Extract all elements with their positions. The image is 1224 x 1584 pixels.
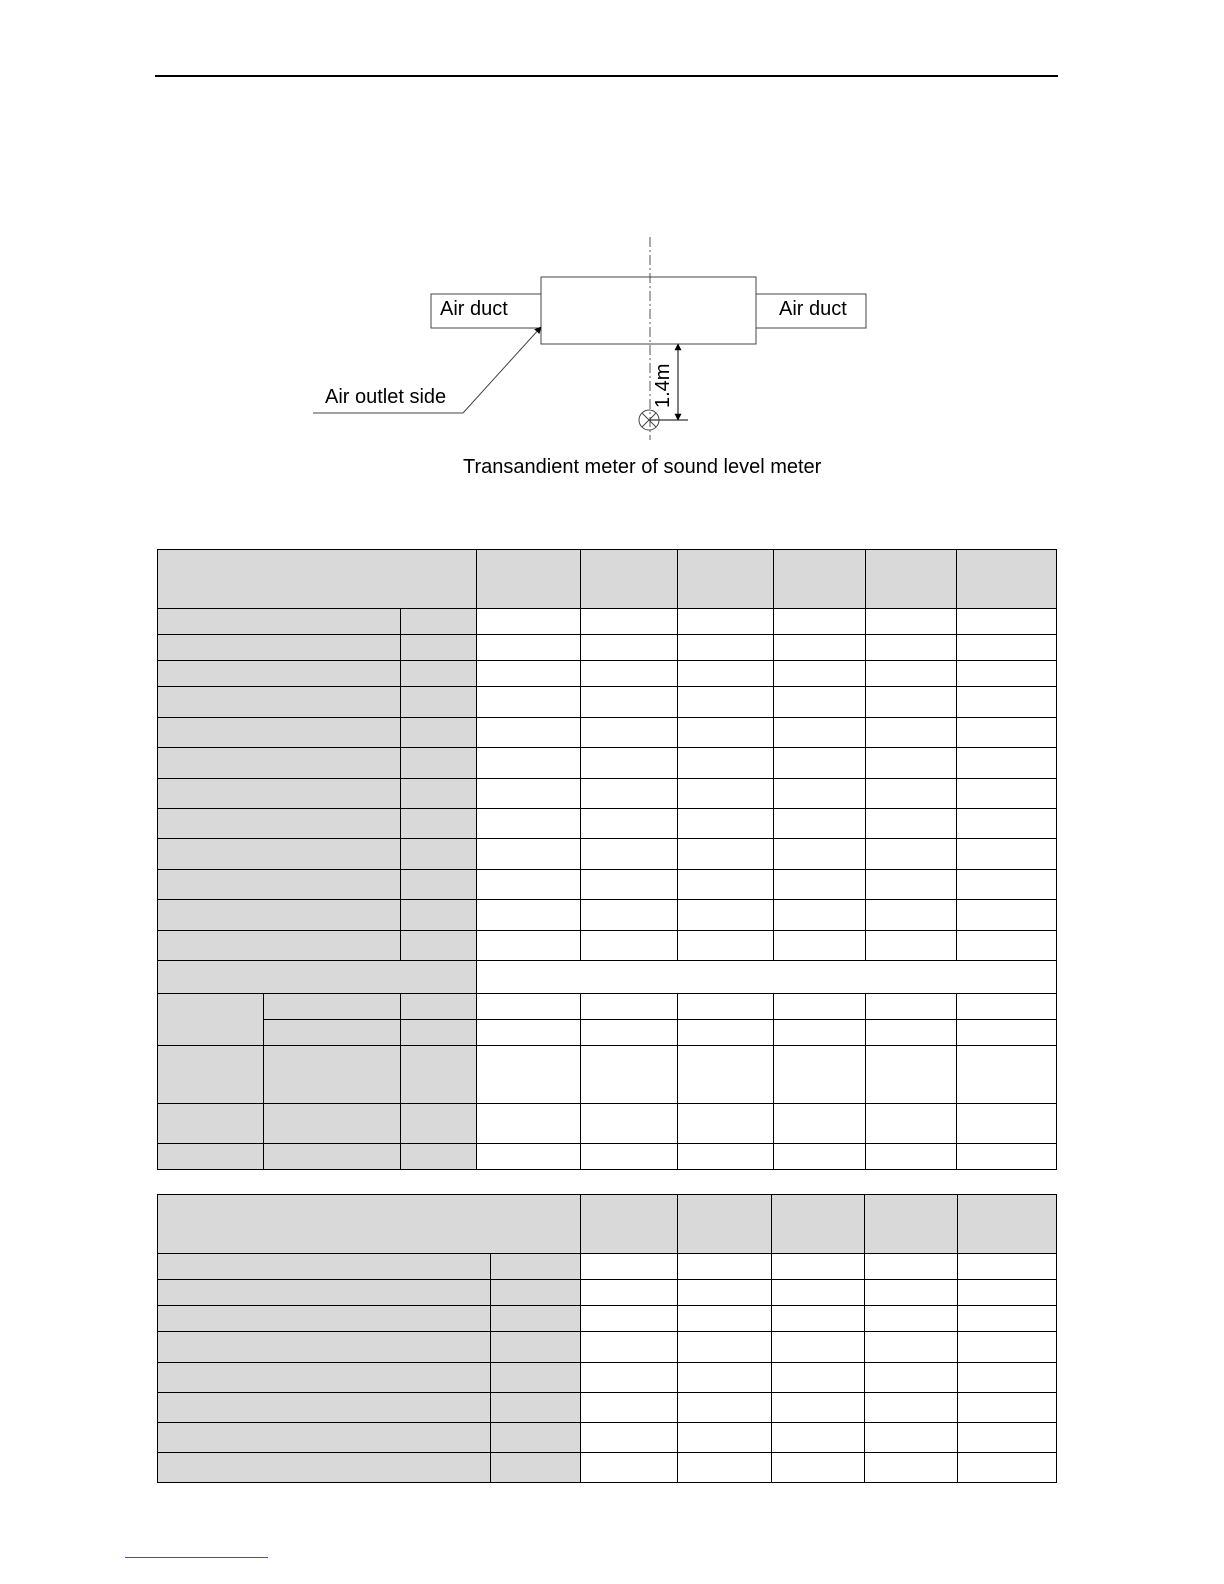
row-label-cell bbox=[158, 1306, 491, 1332]
value-cell bbox=[581, 609, 678, 635]
value-cell bbox=[678, 1280, 772, 1306]
value-cell bbox=[581, 1046, 678, 1104]
value-cell bbox=[866, 1046, 957, 1104]
value-cell bbox=[774, 779, 866, 809]
unit-body bbox=[541, 277, 756, 344]
table-row bbox=[158, 1453, 1057, 1483]
group-label-cell bbox=[158, 1144, 264, 1170]
distance-label: 1.4m bbox=[652, 363, 674, 408]
header-cell bbox=[581, 1195, 678, 1254]
value-cell bbox=[581, 687, 678, 718]
value-cell bbox=[477, 687, 581, 718]
unit-cell bbox=[401, 779, 477, 809]
row-label-cell bbox=[158, 661, 401, 687]
table-row bbox=[158, 809, 1057, 839]
table-row bbox=[158, 661, 1057, 687]
value-cell bbox=[678, 870, 774, 900]
row-label-cell bbox=[158, 1280, 491, 1306]
value-cell bbox=[581, 809, 678, 839]
value-cell bbox=[774, 839, 866, 870]
unit-cell bbox=[401, 687, 477, 718]
value-cell bbox=[678, 1332, 772, 1363]
value-cell bbox=[866, 687, 957, 718]
value-cell bbox=[581, 870, 678, 900]
value-cell bbox=[957, 1020, 1057, 1046]
air-outlet-label: Air outlet side bbox=[325, 386, 447, 408]
table-row bbox=[158, 779, 1057, 809]
unit-cell bbox=[401, 931, 477, 961]
table-header-row bbox=[158, 550, 1057, 609]
value-cell bbox=[678, 661, 774, 687]
value-cell bbox=[581, 1020, 678, 1046]
value-cell bbox=[957, 931, 1057, 961]
unit-cell bbox=[401, 609, 477, 635]
value-cell bbox=[957, 687, 1057, 718]
table-row bbox=[158, 961, 1057, 994]
value-cell bbox=[678, 1104, 774, 1144]
value-cell bbox=[678, 900, 774, 931]
unit-cell bbox=[401, 1020, 477, 1046]
row-label-cell bbox=[264, 994, 401, 1020]
unit-cell bbox=[401, 718, 477, 748]
table-row bbox=[158, 900, 1057, 931]
figure-caption: Transandient meter of sound level meter bbox=[463, 456, 822, 478]
value-cell bbox=[774, 1104, 866, 1144]
value-cell bbox=[581, 1144, 678, 1170]
table-row bbox=[158, 1046, 1057, 1104]
table-row bbox=[158, 718, 1057, 748]
table-row bbox=[158, 1144, 1057, 1170]
header-cell bbox=[958, 1195, 1057, 1254]
value-cell bbox=[477, 609, 581, 635]
unit-cell bbox=[401, 900, 477, 931]
value-cell bbox=[865, 1254, 958, 1280]
header-cell bbox=[866, 550, 957, 609]
merged-value-cell bbox=[477, 961, 1057, 994]
value-cell bbox=[774, 1046, 866, 1104]
value-cell bbox=[678, 1453, 772, 1483]
value-cell bbox=[772, 1280, 865, 1306]
footer-link-underline[interactable] bbox=[125, 1557, 268, 1558]
value-cell bbox=[477, 839, 581, 870]
row-label-cell bbox=[264, 1104, 401, 1144]
header-cell bbox=[678, 550, 774, 609]
value-cell bbox=[865, 1453, 958, 1483]
value-cell bbox=[957, 748, 1057, 779]
group-label-cell bbox=[158, 994, 264, 1046]
header-cell bbox=[774, 550, 866, 609]
row-label-cell bbox=[158, 870, 401, 900]
value-cell bbox=[678, 1020, 774, 1046]
table-row bbox=[158, 839, 1057, 870]
table-row bbox=[158, 1363, 1057, 1393]
header-cell bbox=[957, 550, 1057, 609]
value-cell bbox=[866, 809, 957, 839]
value-cell bbox=[865, 1363, 958, 1393]
row-label-cell bbox=[158, 779, 401, 809]
value-cell bbox=[866, 1104, 957, 1144]
value-cell bbox=[581, 1393, 678, 1423]
unit-cell bbox=[491, 1363, 581, 1393]
left-duct-label: Air duct bbox=[440, 298, 508, 320]
value-cell bbox=[866, 870, 957, 900]
unit-cell bbox=[491, 1423, 581, 1453]
value-cell bbox=[678, 1363, 772, 1393]
value-cell bbox=[678, 718, 774, 748]
table-row bbox=[158, 931, 1057, 961]
table-header-row bbox=[158, 1195, 1057, 1254]
value-cell bbox=[581, 1254, 678, 1280]
value-cell bbox=[581, 931, 678, 961]
value-cell bbox=[581, 994, 678, 1020]
value-cell bbox=[866, 779, 957, 809]
value-cell bbox=[957, 870, 1057, 900]
group-label-cell bbox=[158, 1046, 264, 1104]
unit-cell bbox=[401, 661, 477, 687]
row-label-cell bbox=[158, 635, 401, 661]
unit-cell bbox=[401, 748, 477, 779]
value-cell bbox=[866, 1020, 957, 1046]
header-cell bbox=[581, 550, 678, 609]
value-cell bbox=[774, 635, 866, 661]
row-label-cell bbox=[158, 1393, 491, 1423]
value-cell bbox=[477, 718, 581, 748]
row-label-cell bbox=[158, 809, 401, 839]
value-cell bbox=[774, 718, 866, 748]
value-cell bbox=[678, 1423, 772, 1453]
value-cell bbox=[957, 1046, 1057, 1104]
value-cell bbox=[866, 718, 957, 748]
spec-table-1 bbox=[157, 549, 1057, 1170]
right-duct-label: Air duct bbox=[779, 298, 847, 320]
value-cell bbox=[772, 1306, 865, 1332]
value-cell bbox=[774, 900, 866, 931]
value-cell bbox=[581, 718, 678, 748]
row-label-cell bbox=[158, 1332, 491, 1363]
unit-cell bbox=[491, 1332, 581, 1363]
value-cell bbox=[774, 809, 866, 839]
spec-table-2 bbox=[157, 1194, 1057, 1483]
value-cell bbox=[772, 1393, 865, 1423]
value-cell bbox=[866, 931, 957, 961]
value-cell bbox=[958, 1306, 1057, 1332]
value-cell bbox=[866, 1144, 957, 1170]
value-cell bbox=[865, 1393, 958, 1423]
value-cell bbox=[581, 779, 678, 809]
value-cell bbox=[774, 1020, 866, 1046]
value-cell bbox=[477, 931, 581, 961]
value-cell bbox=[774, 1144, 866, 1170]
row-label-cell bbox=[158, 931, 401, 961]
value-cell bbox=[957, 900, 1057, 931]
row-label-cell bbox=[158, 1453, 491, 1483]
table-row bbox=[158, 1280, 1057, 1306]
value-cell bbox=[774, 870, 866, 900]
value-cell bbox=[774, 609, 866, 635]
value-cell bbox=[957, 1104, 1057, 1144]
value-cell bbox=[477, 1104, 581, 1144]
value-cell bbox=[957, 609, 1057, 635]
unit-cell bbox=[401, 635, 477, 661]
unit-cell bbox=[401, 1046, 477, 1104]
unit-cell bbox=[401, 994, 477, 1020]
value-cell bbox=[477, 748, 581, 779]
unit-cell bbox=[491, 1280, 581, 1306]
value-cell bbox=[678, 1306, 772, 1332]
value-cell bbox=[581, 1423, 678, 1453]
table-row bbox=[158, 748, 1057, 779]
value-cell bbox=[678, 609, 774, 635]
value-cell bbox=[581, 1453, 678, 1483]
value-cell bbox=[774, 748, 866, 779]
value-cell bbox=[581, 1104, 678, 1144]
value-cell bbox=[678, 1393, 772, 1423]
value-cell bbox=[678, 931, 774, 961]
row-label-cell bbox=[158, 961, 477, 994]
value-cell bbox=[477, 1020, 581, 1046]
table-row bbox=[158, 1306, 1057, 1332]
value-cell bbox=[772, 1363, 865, 1393]
value-cell bbox=[865, 1306, 958, 1332]
row-label-cell bbox=[158, 609, 401, 635]
value-cell bbox=[581, 900, 678, 931]
value-cell bbox=[958, 1332, 1057, 1363]
value-cell bbox=[866, 994, 957, 1020]
row-label-cell bbox=[264, 1046, 401, 1104]
value-cell bbox=[957, 994, 1057, 1020]
value-cell bbox=[477, 1144, 581, 1170]
value-cell bbox=[772, 1453, 865, 1483]
table-row bbox=[158, 1254, 1057, 1280]
value-cell bbox=[957, 839, 1057, 870]
value-cell bbox=[678, 1046, 774, 1104]
row-label-cell bbox=[158, 839, 401, 870]
value-cell bbox=[581, 1280, 678, 1306]
value-cell bbox=[477, 809, 581, 839]
value-cell bbox=[957, 1144, 1057, 1170]
value-cell bbox=[958, 1363, 1057, 1393]
row-label-cell bbox=[264, 1020, 401, 1046]
table-row bbox=[158, 1020, 1057, 1046]
value-cell bbox=[477, 1046, 581, 1104]
value-cell bbox=[581, 1363, 678, 1393]
value-cell bbox=[774, 994, 866, 1020]
table-row bbox=[158, 1104, 1057, 1144]
value-cell bbox=[581, 748, 678, 779]
unit-cell bbox=[401, 809, 477, 839]
header-cell bbox=[678, 1195, 772, 1254]
table-row bbox=[158, 1332, 1057, 1363]
value-cell bbox=[957, 661, 1057, 687]
header-cell bbox=[477, 550, 581, 609]
value-cell bbox=[958, 1453, 1057, 1483]
unit-cell bbox=[401, 870, 477, 900]
header-cell bbox=[158, 1195, 581, 1254]
value-cell bbox=[958, 1393, 1057, 1423]
value-cell bbox=[866, 900, 957, 931]
sound-measurement-diagram bbox=[0, 0, 1224, 520]
table-row bbox=[158, 609, 1057, 635]
unit-cell bbox=[491, 1254, 581, 1280]
value-cell bbox=[678, 687, 774, 718]
value-cell bbox=[678, 748, 774, 779]
table-row bbox=[158, 687, 1057, 718]
value-cell bbox=[581, 661, 678, 687]
value-cell bbox=[581, 1306, 678, 1332]
value-cell bbox=[477, 994, 581, 1020]
value-cell bbox=[866, 609, 957, 635]
value-cell bbox=[866, 635, 957, 661]
value-cell bbox=[678, 1254, 772, 1280]
outlet-leader-arrow bbox=[463, 327, 541, 413]
unit-cell bbox=[401, 1104, 477, 1144]
value-cell bbox=[957, 635, 1057, 661]
table-row bbox=[158, 1393, 1057, 1423]
value-cell bbox=[866, 748, 957, 779]
value-cell bbox=[477, 900, 581, 931]
header-cell bbox=[772, 1195, 865, 1254]
value-cell bbox=[866, 839, 957, 870]
value-cell bbox=[774, 931, 866, 961]
value-cell bbox=[865, 1423, 958, 1453]
value-cell bbox=[678, 1144, 774, 1170]
value-cell bbox=[477, 779, 581, 809]
value-cell bbox=[678, 635, 774, 661]
value-cell bbox=[477, 870, 581, 900]
value-cell bbox=[477, 635, 581, 661]
value-cell bbox=[678, 779, 774, 809]
value-cell bbox=[772, 1254, 865, 1280]
unit-cell bbox=[401, 839, 477, 870]
value-cell bbox=[958, 1254, 1057, 1280]
header-cell bbox=[158, 550, 477, 609]
value-cell bbox=[957, 779, 1057, 809]
value-cell bbox=[865, 1332, 958, 1363]
value-cell bbox=[866, 661, 957, 687]
row-label-cell bbox=[158, 687, 401, 718]
row-label-cell bbox=[158, 718, 401, 748]
value-cell bbox=[774, 687, 866, 718]
value-cell bbox=[581, 1332, 678, 1363]
value-cell bbox=[774, 661, 866, 687]
diagram-drawing bbox=[0, 0, 1224, 520]
value-cell bbox=[958, 1280, 1057, 1306]
value-cell bbox=[957, 809, 1057, 839]
table-row bbox=[158, 994, 1057, 1020]
value-cell bbox=[678, 994, 774, 1020]
value-cell bbox=[958, 1423, 1057, 1453]
value-cell bbox=[678, 839, 774, 870]
row-label-cell bbox=[158, 1363, 491, 1393]
group-label-cell bbox=[158, 1104, 264, 1144]
row-label-cell bbox=[158, 1254, 491, 1280]
value-cell bbox=[772, 1332, 865, 1363]
unit-cell bbox=[491, 1306, 581, 1332]
value-cell bbox=[581, 839, 678, 870]
row-label-cell bbox=[158, 1423, 491, 1453]
value-cell bbox=[581, 635, 678, 661]
value-cell bbox=[957, 718, 1057, 748]
table-row bbox=[158, 870, 1057, 900]
table-row bbox=[158, 635, 1057, 661]
value-cell bbox=[678, 809, 774, 839]
value-cell bbox=[865, 1280, 958, 1306]
header-cell bbox=[865, 1195, 958, 1254]
value-cell bbox=[772, 1423, 865, 1453]
table-row bbox=[158, 1423, 1057, 1453]
row-label-cell bbox=[158, 748, 401, 779]
unit-cell bbox=[491, 1393, 581, 1423]
row-label-cell bbox=[158, 900, 401, 931]
unit-cell bbox=[491, 1453, 581, 1483]
value-cell bbox=[477, 661, 581, 687]
row-label-cell bbox=[264, 1144, 401, 1170]
unit-cell bbox=[401, 1144, 477, 1170]
